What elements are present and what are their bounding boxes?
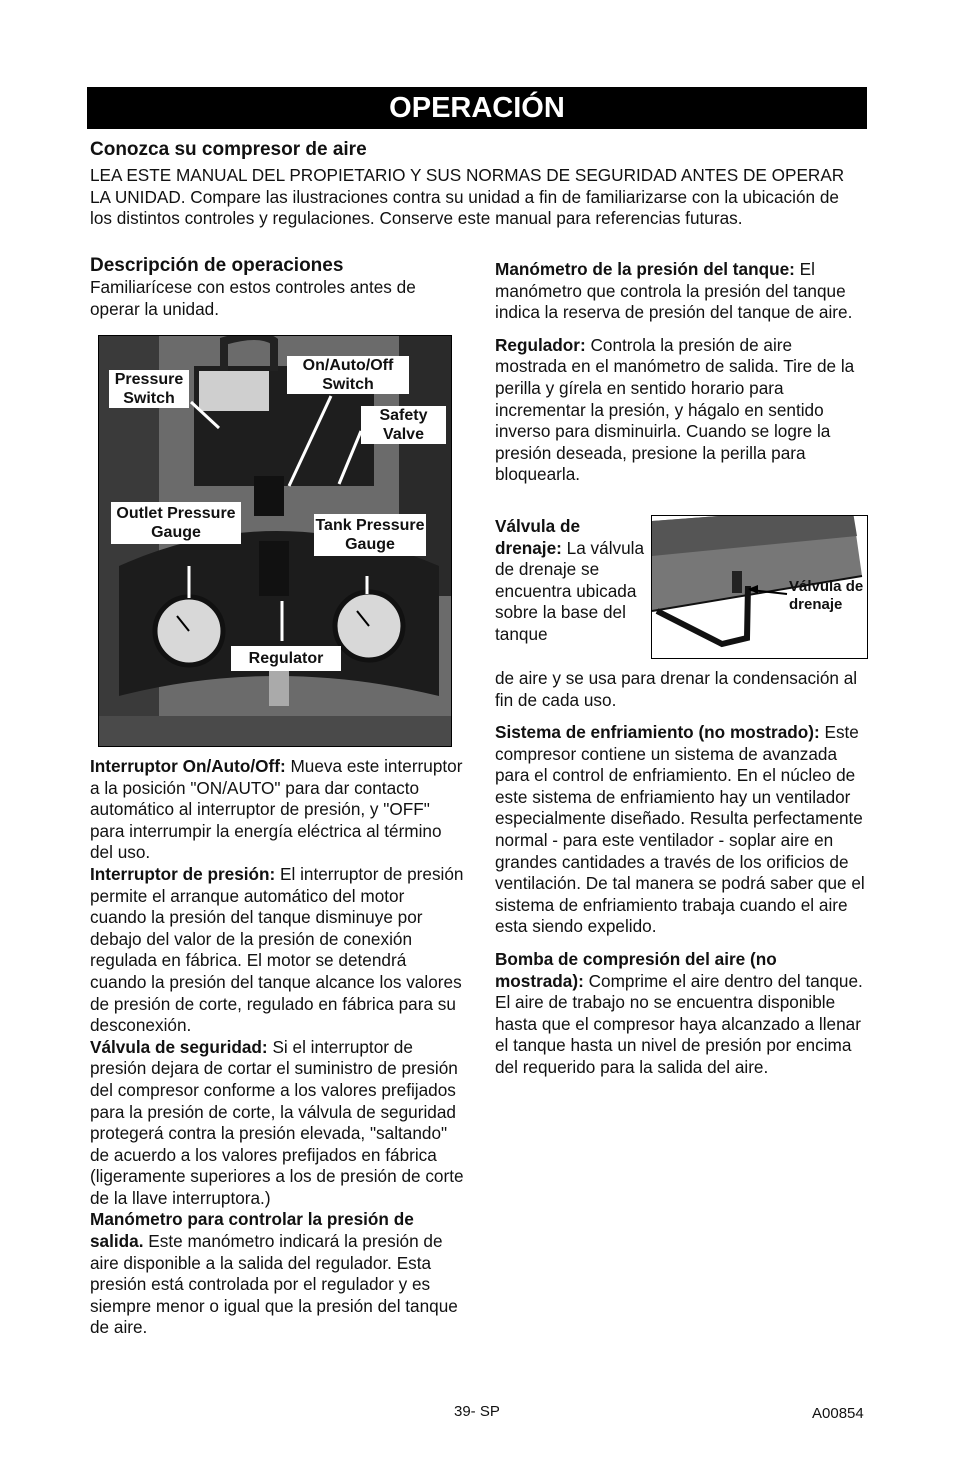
item-outlet-gauge	[90, 1209, 465, 1339]
item-safety-valve	[90, 1037, 465, 1210]
item-regulator	[495, 335, 867, 486]
right-column-text	[495, 259, 867, 497]
item-title: Regulador:	[495, 334, 586, 355]
item-title: Manómetro para controlar la presión de salida.	[90, 1209, 414, 1252]
drain-text-cont: de aire y se usa para drenar la condensación al fin de cada uso.	[495, 668, 858, 710]
item-text: Este compresor contiene un sistema de avanzada para el control de enfriamiento. En el núcleo de este sistema de enfriamiento hay un ventilador especialmente diseñado. Resulta perfectamente normal - para este ventilador - soplar aire en grandes cantidades a través de los orificios de ventilación. De tal manera se podrá saber que el sistema de enfriamiento trabaja cuando el aire esta siendo expelido.	[495, 722, 865, 937]
item-text: El interruptor de presión permite el arranque automático del motor cuando la presión del tanque disminuye por debajo del valor de la presión de conexión regulada en fábrica. El motor se detendrá cuando la presión del tanque alcance los valores de presión de corte, regulado en fábrica para su desconexión.	[90, 863, 464, 1036]
drain-title: Válvula de drenaje:	[495, 516, 581, 558]
intro-heading: Conozca su compresor de aire	[90, 139, 367, 160]
item-cooling-system	[495, 722, 867, 938]
drain-text: La válvula de drenaje se encuentra ubicada sobre la base del tanque	[495, 537, 645, 644]
item-text: Comprime el aire dentro del tanque. El aire de trabajo no se encuentra disponible hasta que el compresor haya alcanzado a llenar el tanque hasta un nivel de presión por encima del requerido para la salida del aire.	[495, 970, 863, 1077]
item-text: Mueva este interruptor a la posición "ON/AUTO" para dar contacto automático al interruptor de presión, y "OFF" para interrumpir la energía eléctrica al término del uso.	[90, 756, 463, 863]
item-title: Interruptor de presión:	[90, 863, 276, 884]
label-outlet-pressure-gauge: Outlet Pressure Gauge	[111, 502, 241, 544]
intro-text: LEA ESTE MANUAL DEL PROPIETARIO Y SUS NORMAS DE SEGURIDAD ANTES DE OPERAR LA UNIDAD. Compare las ilustraciones contra su unidad a fin de familiarizarse con la ubicación de los distintos controles y regulaciones. Conserve este manual para referencias futuras.	[90, 165, 845, 229]
item-title: Sistema de enfriamiento (no mostrado):	[495, 722, 820, 742]
item-text: Este manómetro indicará la presión de aire disponible a la salida del regulador. Esta presión está controlada por el regulador y es siempre menor o igual que la presión del tanque de aire.	[90, 1231, 458, 1338]
item-title: Bomba de compresión del aire (no mostrada):	[495, 948, 777, 991]
left-column-text	[90, 756, 465, 1339]
page-title: OPERACIÓN	[87, 87, 867, 129]
item-pressure-switch	[90, 864, 465, 1037]
label-regulator: Regulator	[231, 646, 341, 671]
label-safety-valve: Safety Valve	[361, 406, 446, 444]
item-title: Manómetro de la presión del tanque:	[495, 259, 795, 279]
right-column-text-b	[495, 722, 867, 1090]
label-pressure-switch: Pressure Switch	[109, 370, 189, 408]
item-on-auto-off	[90, 756, 465, 864]
description-text: Familiarícese con estos controles antes de operar la unidad.	[90, 277, 416, 319]
description-heading: Descripción de operaciones	[90, 255, 344, 276]
item-title: Interruptor On/Auto/Off:	[90, 756, 286, 776]
item-air-pump	[495, 949, 867, 1079]
item-text: Controla la presión de aire mostrada en el manómetro de salida. Tire de la perilla y gírela en sentido horario para incrementar la presión, y hágalo en sentido inverso para disminuirla. Cuando se logre la presión deseada, presione la perilla para bloquearla.	[495, 334, 855, 485]
item-title: Válvula de seguridad:	[90, 1036, 268, 1057]
label-drain-valve: Válvula de drenaje	[789, 578, 864, 613]
compressor-photo	[98, 335, 452, 747]
label-tank-pressure-gauge: Tank Pressure Gauge	[314, 514, 426, 556]
drain-text-wrap	[495, 516, 645, 646]
item-text: El manómetro que controla la presión del tanque indica la reserva de presión del tanque de aire.	[495, 259, 853, 323]
drain-valve-figure	[651, 515, 868, 659]
document-code: A00854	[812, 1405, 864, 1422]
page-number: 39- SP	[454, 1403, 500, 1420]
item-tank-gauge	[495, 259, 867, 324]
item-text: Si el interruptor de presión dejara de cortar el suministro de presión del compresor conforme a los valores prefijados para la presión de corte, la válvula de seguridad protegerá contra la presión elevada, "saltando" de acuerdo a los valores prefijados en fábrica (ligeramente superiores a los de presión de corte de la llave interruptora.)	[90, 1036, 464, 1208]
label-on-auto-off-switch: On/Auto/Off Switch	[287, 356, 409, 394]
